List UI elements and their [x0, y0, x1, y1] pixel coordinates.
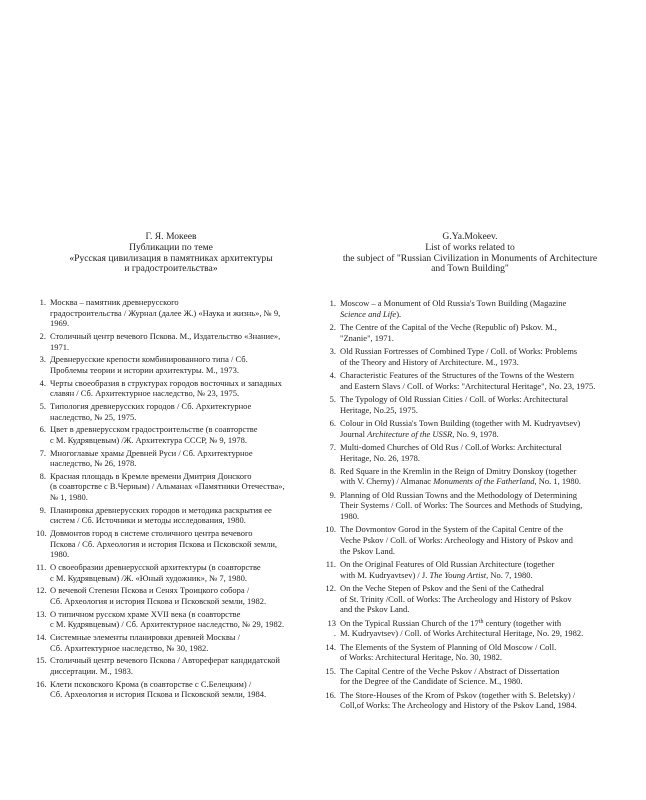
work-number: 8. — [39, 470, 46, 481]
work-list-item — [324, 394, 616, 415]
work-list-item — [324, 466, 616, 487]
citation-line: On the Typical Russian Church of the 17th century (together with — [340, 617, 562, 628]
citation-line: 1971. — [50, 341, 70, 352]
work-list-item — [324, 618, 616, 639]
work-number: 14. — [36, 632, 47, 643]
citation-line: Проблемы теории и истории архитектуры. М., 1973. — [50, 364, 239, 375]
work-citation — [50, 297, 306, 329]
work-citation — [340, 583, 616, 615]
work-citation — [50, 585, 306, 606]
citation-line: № 1, 1980. — [50, 492, 88, 503]
work-citation — [50, 562, 306, 583]
work-number: 13 . — [327, 617, 336, 639]
work-number: 2. — [39, 330, 46, 341]
work-number: 10. — [36, 528, 47, 539]
citation-line: Цвет в древнерусском градостроительстве (в соавторстве — [50, 424, 258, 435]
work-list-item — [324, 642, 616, 663]
work-list-item — [324, 370, 616, 391]
work-number: 14. — [325, 641, 336, 652]
citation-line: О вечевой Степени Пскова и Сенях Троицкого собора / — [50, 585, 250, 596]
work-list-item — [36, 632, 306, 653]
work-citation — [340, 618, 616, 639]
work-list-item — [36, 609, 306, 630]
work-citation — [340, 346, 616, 367]
work-citation — [340, 298, 616, 319]
work-number: 3. — [39, 354, 46, 365]
work-citation — [50, 354, 306, 375]
citation-line: Столичный центр вечевого Пскова. М., Издательство «Знание», — [50, 330, 281, 341]
work-citation — [50, 528, 306, 560]
work-list-item — [324, 442, 616, 463]
citation-line: Journal Architecture of the USSR, No. 9, 1978. — [340, 428, 499, 439]
citation-line: Многоглавые храмы Древней Руси / Сб. Архитектурное — [50, 447, 253, 458]
citation-line: О типичном русском храме XVII века (в соавторстве — [50, 608, 241, 619]
work-list-item — [36, 679, 306, 700]
english-heading — [324, 232, 616, 275]
work-citation — [50, 679, 306, 700]
russian-heading-line: и градостроительства» — [124, 263, 218, 275]
citation-line: славян / Сб. Архитектурное наследство, № 23, 1975. — [50, 388, 240, 399]
work-citation — [340, 442, 616, 463]
work-number: 15. — [36, 655, 47, 666]
english-works-list — [324, 298, 616, 714]
work-citation — [340, 690, 616, 711]
work-citation — [50, 424, 306, 445]
work-list-item — [36, 297, 306, 329]
work-list-item — [36, 585, 306, 606]
citation-line: M. Kudryavtsev) / Coll. of Works Architectural Heritage, No. 29, 1982. — [340, 628, 584, 639]
work-citation — [340, 370, 616, 391]
work-citation — [50, 378, 306, 399]
citation-line: "Znanie", 1971. — [340, 332, 394, 343]
work-number: 7. — [39, 447, 46, 458]
work-citation — [50, 632, 306, 653]
work-number: 1. — [329, 298, 336, 308]
citation-line: Красная площадь в Кремле времени Дмитрия Донского — [50, 470, 252, 481]
work-number: 7. — [329, 441, 336, 452]
work-list-item — [36, 528, 306, 560]
work-list-item — [36, 655, 306, 676]
work-number: 5. — [39, 400, 46, 411]
citation-line: On the Veche Stepen of Pskov and the Seni of the Cathedral — [340, 583, 545, 594]
citation-line: On the Original Features of Old Russian Architecture (together — [340, 559, 555, 570]
english-heading-line: List of works related to — [425, 241, 515, 253]
work-number: 12. — [325, 583, 336, 594]
work-list-item — [324, 583, 616, 615]
work-citation — [50, 401, 306, 422]
citation-line: Столичный центр вечевого Пскова / Автореферат кандидатской — [50, 655, 280, 666]
russian-heading-line: Публикации по теме — [129, 241, 213, 253]
work-number: 4. — [39, 377, 46, 388]
citation-line: Moscow – a Monument of Old Russia's Town Building (Magazine — [340, 298, 567, 308]
citation-line: The Store-Houses of the Krom of Pskov (together with S. Beletsky) / — [340, 689, 576, 700]
work-citation — [340, 418, 616, 439]
citation-line: Сб. Архитектурное наследство, № 30, 1982. — [50, 642, 209, 653]
citation-line: диссертации. М., 1983. — [50, 665, 133, 676]
citation-line: for the Degree of the Candidate of Science. M., 1980. — [340, 676, 523, 687]
citation-line: The Elements of the System of Planning of Old Moscow / Coll. — [340, 641, 557, 652]
work-citation — [50, 471, 306, 503]
work-citation — [50, 448, 306, 469]
citation-line: Heritage, No.25, 1975. — [340, 404, 418, 415]
work-list-item — [36, 562, 306, 583]
work-number: 2. — [329, 321, 336, 332]
work-citation — [340, 524, 616, 556]
work-number: 9. — [329, 489, 336, 500]
citation-line: Characteristic Features of the Structures of the Towns of the Western — [340, 369, 574, 380]
citation-line: Москва – памятник древнерусского — [50, 297, 179, 307]
work-citation — [340, 666, 616, 687]
work-number: 11. — [325, 559, 336, 570]
work-list-item — [324, 298, 616, 319]
citation-line: Veche Pskov / Coll. of Works: Archeology and History of Pskov and — [340, 535, 573, 546]
work-list-item — [36, 471, 306, 503]
work-citation — [50, 331, 306, 352]
work-number: 10. — [325, 524, 336, 535]
work-number: 3. — [329, 345, 336, 356]
citation-line: Science and Life). — [340, 308, 402, 319]
citation-line: Planning of Old Russian Towns and the Methodology of Determining — [340, 489, 577, 500]
citation-line: 1980. — [340, 511, 360, 522]
citation-line: Heritage, No. 26, 1978. — [340, 452, 421, 463]
citation-line: Old Russian Fortresses of Combined Type / Coll. of Works: Problems — [340, 345, 578, 356]
citation-line: Colour in Old Russia's Town Building (together with M. Kudryavtsev) — [340, 417, 581, 428]
work-number: 8. — [329, 465, 336, 476]
work-number: 1. — [39, 297, 46, 307]
citation-line: 1980. — [50, 549, 70, 560]
work-list-item — [324, 346, 616, 367]
work-list-item — [324, 418, 616, 439]
citation-line: Red Square in the Kremlin in the Reign of Dmitry Donskoy (together — [340, 465, 577, 476]
work-list-item — [324, 666, 616, 687]
work-number: 4. — [329, 369, 336, 380]
english-heading-line: the subject of "Russian Civilization in Monuments of Architecture — [342, 252, 598, 264]
work-citation — [340, 642, 616, 663]
work-list-item — [324, 690, 616, 711]
work-citation — [340, 466, 616, 487]
citation-line: Сб. Археология и история Пскова и Псковской земли, 1984. — [50, 689, 267, 700]
work-list-item — [36, 331, 306, 352]
work-list-item — [36, 448, 306, 469]
citation-line: with V. Cherny) / Almanac Monuments of the Fatherland, No. 1, 1980. — [340, 476, 581, 487]
citation-line: The Centre of the Capital of the Veche (Republic of) Pskov. M., — [340, 321, 557, 332]
citation-line: Пскова / Сб. Археология и история Пскова и Псковской земли, — [50, 538, 278, 549]
citation-line: наследство, № 26, 1978. — [50, 458, 137, 469]
russian-heading-line: «Русская цивилизация в памятниках архитектуры — [69, 252, 273, 264]
citation-line: Their Systems / Coll. of Works: The Sources and Methods of Studying, — [340, 500, 583, 511]
work-number: 5. — [329, 393, 336, 404]
citation-line: Черты своеобразия в структурах городов восточных и западных — [50, 377, 282, 388]
work-number: 16. — [325, 689, 336, 700]
work-list-item — [36, 424, 306, 445]
citation-line: Планировка древнерусских городов и методика раскрытия ее — [50, 504, 272, 515]
work-citation — [50, 655, 306, 676]
citation-line: Multi-domed Churches of Old Rus / Coll.of Works: Architectural — [340, 441, 562, 452]
citation-line: Сб. Археология и история Пскова и Псковской земли, 1982. — [50, 595, 267, 606]
citation-line: с М. Кудрявцевым) /Ж. «Юный художник», № 7, 1980. — [50, 572, 247, 583]
citation-line: с М. Кудрявцевым) /Ж. Архитектура СССР, № 9, 1978. — [50, 434, 248, 445]
citation-line: наследство, № 25, 1975. — [50, 411, 137, 422]
work-list-item — [324, 322, 616, 343]
english-heading-line: and Town Building" — [431, 263, 509, 275]
work-number: 15. — [325, 665, 336, 676]
citation-line: Довмонтов город в системе столичного центра вечевого — [50, 528, 253, 539]
work-citation — [340, 322, 616, 343]
work-list-item — [36, 401, 306, 422]
work-list-item — [324, 524, 616, 556]
work-list-item — [324, 490, 616, 522]
citation-line: 1969. — [50, 318, 70, 329]
russian-heading — [36, 232, 306, 275]
citation-line: the Pskov Land. — [340, 545, 396, 556]
citation-line: The Typology of Old Russian Cities / Coll. of Works: Architectural — [340, 393, 569, 404]
citation-line: of the Theory and History of Architecture. M., 1973. — [340, 356, 519, 367]
work-citation — [50, 505, 306, 526]
work-number: 9. — [39, 504, 46, 515]
citation-line: с М. Кудрявцевым) / Сб. Архитектурное наследство, № 29, 1982. — [50, 619, 285, 630]
citation-line: of Works: Architectural Heritage, No. 30, 1982. — [340, 652, 503, 663]
work-number: 16. — [36, 678, 47, 689]
work-citation — [340, 559, 616, 580]
citation-line: and the Pskov Land. — [340, 604, 410, 615]
work-list-item — [36, 354, 306, 375]
work-citation — [340, 490, 616, 522]
citation-line: with M. Kudryavtsev) / J. The Young Artist, No. 7, 1980. — [340, 569, 533, 580]
work-number: 12. — [36, 585, 47, 596]
citation-line: (в соавторстве с В.Черным) / Альманах «Памятники Отечества», — [50, 481, 285, 492]
citation-line: Coll,of Works: The Archeology and History of the Pskov Land, 1984. — [340, 700, 577, 711]
citation-line: of St. Trinity /Coll. of Works: The Archeology and History of Pskov — [340, 593, 572, 604]
citation-line: and Eastern Slavs / Coll. of Works: "Architectural Heritage", No. 23, 1975. — [340, 380, 596, 391]
citation-line: О своеобразии древнерусской архитектуры (в соавторстве — [50, 562, 261, 573]
citation-line: Системные элементы планировки древней Москвы / — [50, 632, 241, 643]
russian-heading-line: Г. Я. Мокеев — [145, 231, 197, 242]
citation-line: The Capital Centre of the Veche Pskov / Abstract of Dissertation — [340, 665, 560, 676]
citation-line: Древнерусские крепости комбинированного типа / Сб. — [50, 354, 248, 365]
english-heading-line: G.Ya.Mokeev. — [442, 231, 498, 242]
work-list-item — [324, 559, 616, 580]
work-citation — [50, 609, 306, 630]
work-citation — [340, 394, 616, 415]
citation-line: систем / Сб. Источники и методы исследования, 1980. — [50, 515, 246, 526]
work-list-item — [36, 378, 306, 399]
work-number: 13. — [36, 608, 47, 619]
russian-works-list — [36, 297, 306, 702]
work-number: 11. — [36, 562, 47, 573]
citation-line: Клети псковского Крома (в соавторстве с С.Белецким) / — [50, 678, 252, 689]
work-list-item — [36, 505, 306, 526]
work-number: 6. — [329, 417, 336, 428]
citation-line: градостроительства / Журнал (далее Ж.) «Наука и жизнь», № 9, — [50, 307, 281, 318]
work-number: 6. — [39, 424, 46, 435]
citation-line: The Dovmontov Gorod in the System of the Capital Centre of the — [340, 524, 564, 535]
citation-line: Типология древнерусских городов / Сб. Архитектурное — [50, 400, 252, 411]
